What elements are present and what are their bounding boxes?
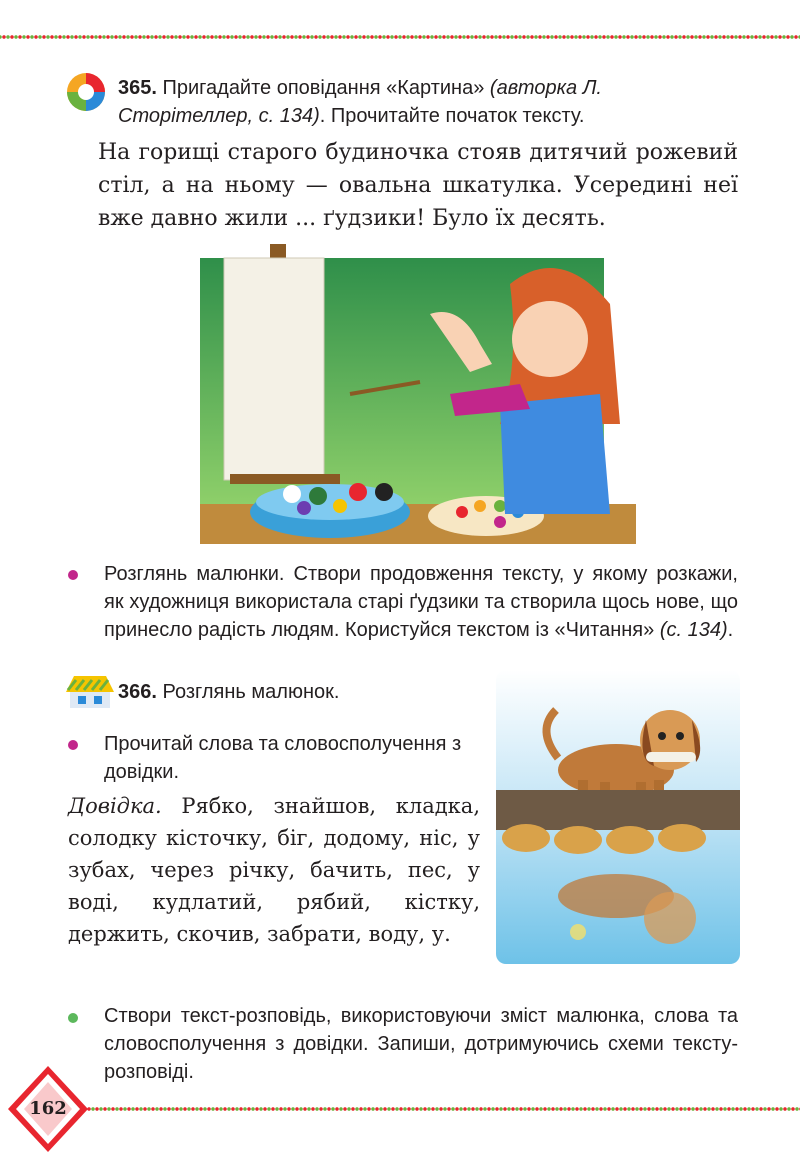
task-366-final-instruction: Створи текст-розповідь, використовуючи зміст малюнка, слова та словосполучення з довідки. Запиши, дотримуючись схеми тексту-розповіді. bbox=[104, 1005, 738, 1083]
house-icon bbox=[64, 672, 116, 710]
painter-girl-illustration bbox=[200, 244, 636, 544]
bullet-365 bbox=[68, 570, 78, 580]
color-wheel-icon bbox=[66, 72, 106, 112]
dovidka-words: Рябко, знайшов, кладка, солодку кісточку, біг, додому, ніс, у зубах, через річку, бачить, пес, у воді, кудлатий, рябий, кістку, держить, скочив, забрати, воду, у. bbox=[68, 794, 480, 946]
dovidka-block bbox=[68, 790, 480, 950]
bullet-366 bbox=[68, 740, 78, 750]
bullet-final bbox=[68, 1013, 78, 1023]
dog-on-bridge-illustration bbox=[496, 670, 740, 964]
task-365-passage: На горищі старого будиночка стояв дитячий рожевий стіл, а на ньому — овальна шкатулка. Усередині неї вже давно жили ... ґудзики! Було їх десять. bbox=[98, 140, 738, 231]
task-366-heading bbox=[118, 678, 478, 706]
task-365-instruction bbox=[104, 560, 738, 644]
task-365-italic: (авторка Л. Сторітеллер, с. 134) bbox=[118, 77, 602, 127]
task-365-text2: . Прочитайте початок тексту. bbox=[319, 105, 585, 127]
task-365-text1: Пригадайте оповідання «Картина» bbox=[156, 77, 490, 99]
task-366-text: Розглянь малюнок. bbox=[156, 681, 340, 703]
task-365-number: 365. bbox=[118, 77, 157, 99]
task-366-number: 366. bbox=[118, 681, 157, 703]
task-365-instruction-text: Розглянь малюнки. Створи продовження тексту, у якому розкажи, як художниця використала старі ґудзики та створила щось нове, що принесло радість людям. Користуйся текстом із «Читання» bbox=[104, 563, 738, 641]
task-366-instruction: Прочитай слова та словосполучення з довідки. bbox=[104, 733, 462, 783]
bottom-border bbox=[85, 1106, 800, 1112]
task-365-instruction-ref: (с. 134) bbox=[659, 619, 728, 641]
task-365-heading bbox=[118, 74, 738, 130]
task-365-instruction-end: . bbox=[727, 619, 734, 641]
top-border bbox=[0, 34, 800, 40]
dovidka-label: Довідка. bbox=[68, 794, 162, 818]
page-number: 162 bbox=[29, 1098, 67, 1119]
